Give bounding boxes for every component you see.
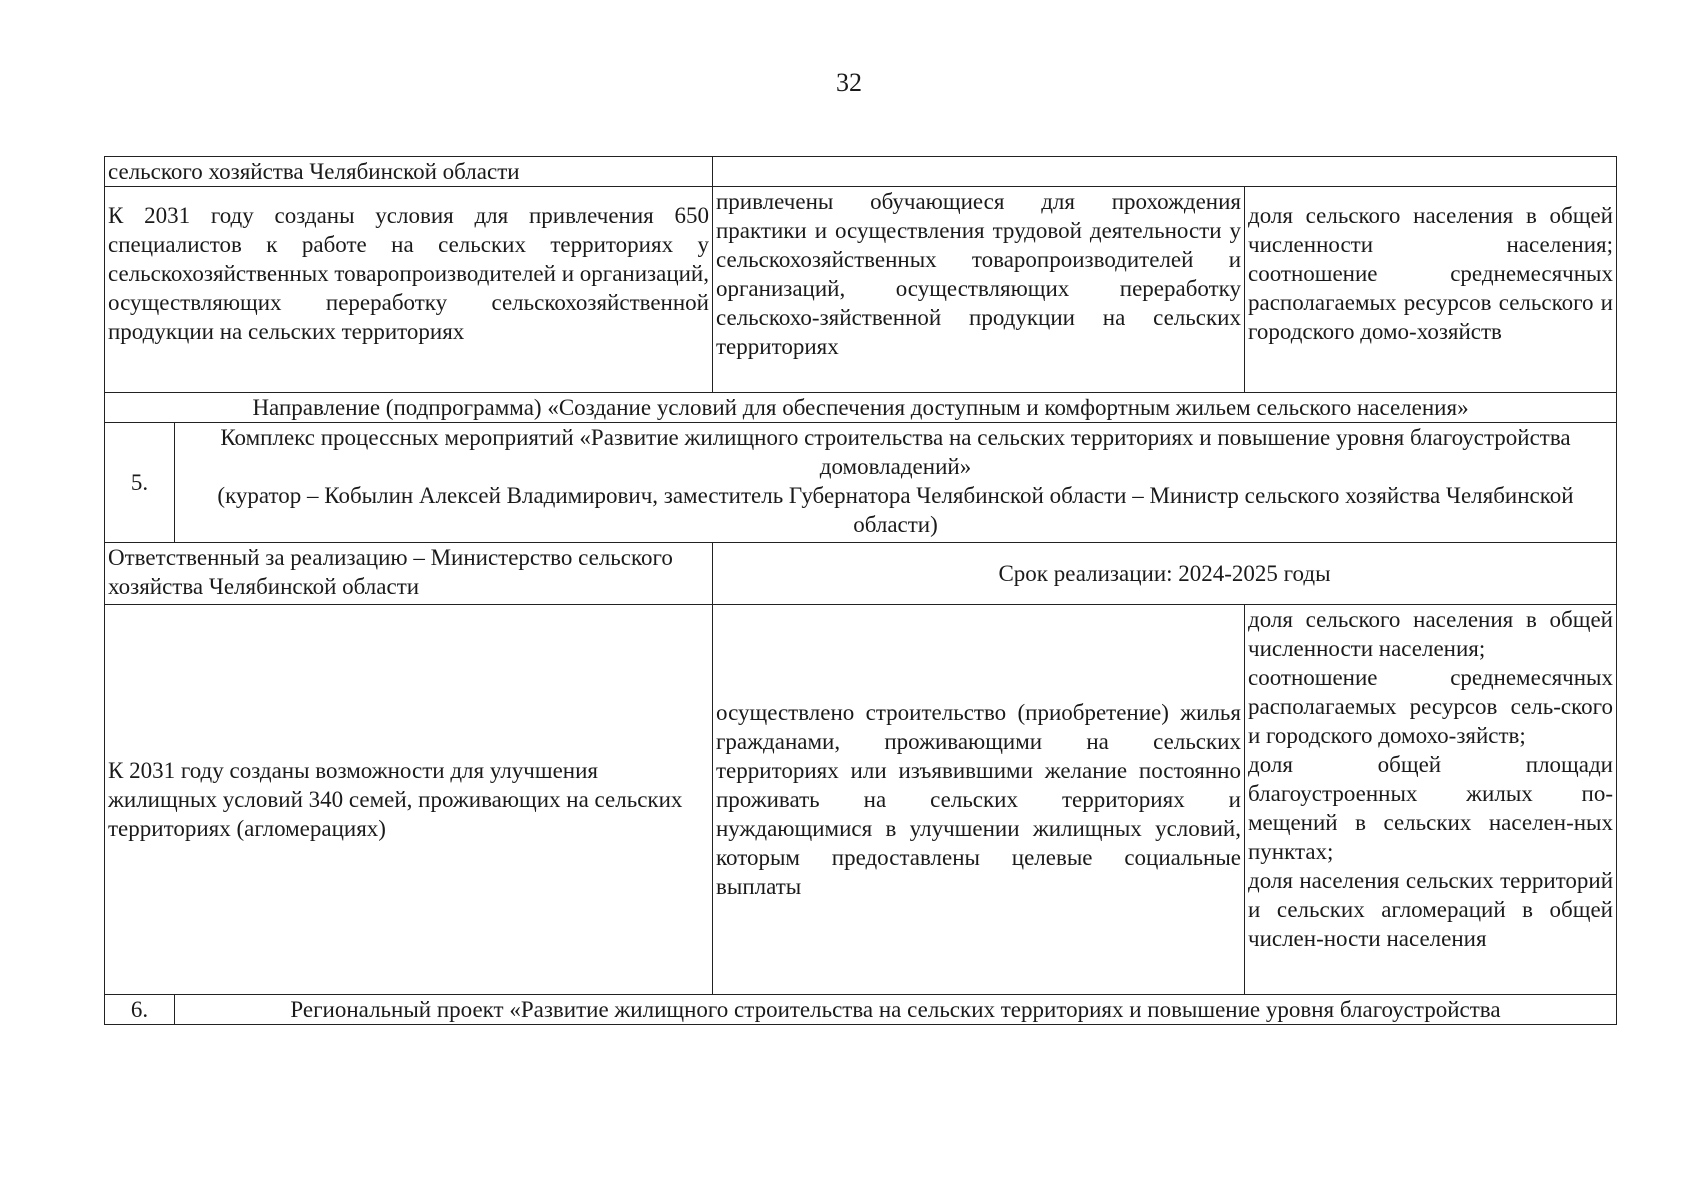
indicators-cell [1245,605,1617,995]
table-row [105,157,1617,187]
table-row [105,605,1617,995]
indicator-item: доля населения сельских территорий и сельских агломераций в общей числен-ности населения [1248,868,1613,951]
direction-heading: Направление (подпрограмма) «Создание условий для обеспечения доступным и комфортным жильем сельского населения» [105,393,1617,423]
table-row [105,543,1617,605]
responsible-cell: Ответственный за реализацию – Министерство сельского хозяйства Челябинской области [105,543,713,605]
table-row [105,423,1617,543]
table-row [105,393,1617,423]
indicator-item: доля общей площади благоустроенных жилых по-мещений в сельских населен-ных пунктах; [1248,752,1613,864]
result-cell: привлечены обучающиеся для прохождения практики и осуществления трудовой деятельности у сельскохозяйственных товаропроизводителей и организаций, осуществляющих переработку сельскохо-зяйственной продукции на сельских территориях [713,187,1245,393]
project-heading: Региональный проект «Развитие жилищного строительства на сельских территориях и повышение уровня благоустройства [175,995,1617,1025]
complex-title: Комплекс процессных мероприятий «Развитие жилищного строительства на сельских территориях и повышение уровня благоустройства домовладений» [220,425,1571,479]
empty-cell [713,157,1617,187]
term-cell: Срок реализации: 2024-2025 годы [713,543,1617,605]
row-number: 5. [105,423,175,543]
goal-cell: К 2031 году созданы условия для привлечения 650 специалистов к работе на сельских территориях у сельскохозяйственных товаропроизводителей и организаций, осуществляющих переработку сельскохозяйственной продукции на сельских территориях [105,187,713,393]
complex-curator: (куратор – Кобылин Алексей Владимирович, заместитель Губернатора Челябинской области – Министр сельского хозяйства Челябинской области) [217,483,1574,537]
responsible-continuation-cell: сельского хозяйства Челябинской области [105,157,713,187]
table-row [105,187,1617,393]
complex-heading [175,423,1617,543]
indicators-cell: доля сельского населения в общей численности населения; соотношение среднемесячных располагаемых ресурсов сельского и городского домо-хозяйств [1245,187,1617,393]
goal-cell: К 2031 году созданы возможности для улучшения жилищных условий 340 семей, проживающих на сельских территориях (агломерациях) [105,605,713,995]
program-table [104,156,1617,1025]
indicator-item: соотношение среднемесячных располагаемых ресурсов сель-ского и городского домохо-зяйств; [1248,665,1613,748]
row-number: 6. [105,995,175,1025]
indicator-item: доля сельского населения в общей численности населения; [1248,607,1613,661]
page-number: 32 [836,68,862,97]
result-cell: осуществлено строительство (приобретение) жилья гражданами, проживающими на сельских территориях или изъявившими желание постоянно проживать на сельских территориях и нуждающимися в улучшении жилищных условий, которым предоставлены целевые социальные выплаты [713,605,1245,995]
table-row [105,995,1617,1025]
